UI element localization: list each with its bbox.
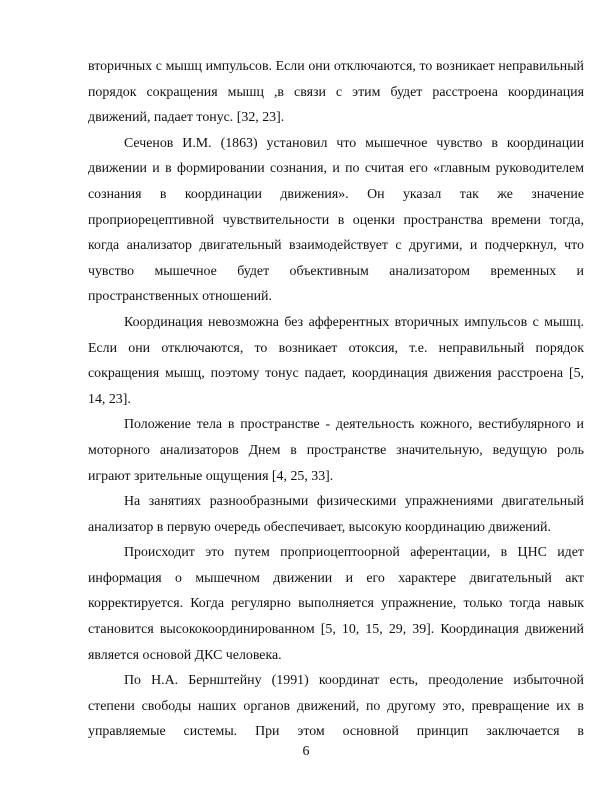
page-number: 6 [302,744,310,759]
paragraph-2: Сеченов И.М. (1863) установил что мышечное чувство в координации движении и в формировании сознания, и по считая его «главным руководителем сознания в координации движения». Он указал так же значение проприорецептивной чувствительности в оценки пространства времени тогда, когда анализатор двигательный взаимодействует с другими, и подчеркнул, что чувство мышечное будет объективным анализатором временных и пространственных отношений. [88,135,584,305]
paragraph-4: Положение тела в пространстве - деятельность кожного, вестибулярного и моторного анализаторов Днем в пространстве значительную, ведущую роль играют зрительные ощущения [4, 25, 33]. [88,417,584,484]
paragraph-7: По Н.А. Бернштейну (1991) координат есть, преодоление избыточной степени свободы наших органов движений, по другому это, превращение их в управляемые системы. При этом основной принцип заключается в [88,673,584,740]
paragraph-3: Координация невозможна без афферентных вторичных импульсов с мышц. Если они отключаются, то возникает отоксия, т.е. неправильный порядок сокращения мышц, поэтому тонус падает, координация движения расстроена [5, 14, 23]. [88,314,584,407]
body-text [88,54,584,745]
paragraph-1: вторичных с мышц импульсов. Если они отключаются, то возникает неправильный порядок сокращения мышц ,в связи с этим будет расстроена координация движений, падает тонус. [32, 23]. [88,59,584,126]
paragraph-5: На занятиях разнообразными физическими упражнениями двигательный анализатор в первую очередь обеспечивает, высокую координацию движений. [88,494,584,535]
paragraph-6: Происходит это путем проприоцептоорной аферентации, в ЦНС идет информация о мышечном движении и его характере двигательный акт корректируется. Когда регулярно выполняется упражнение, только тогда навык становится высококоординированном [5, 10, 15, 29, 39]. Координация движений является основой ДКС человека. [88,545,584,663]
